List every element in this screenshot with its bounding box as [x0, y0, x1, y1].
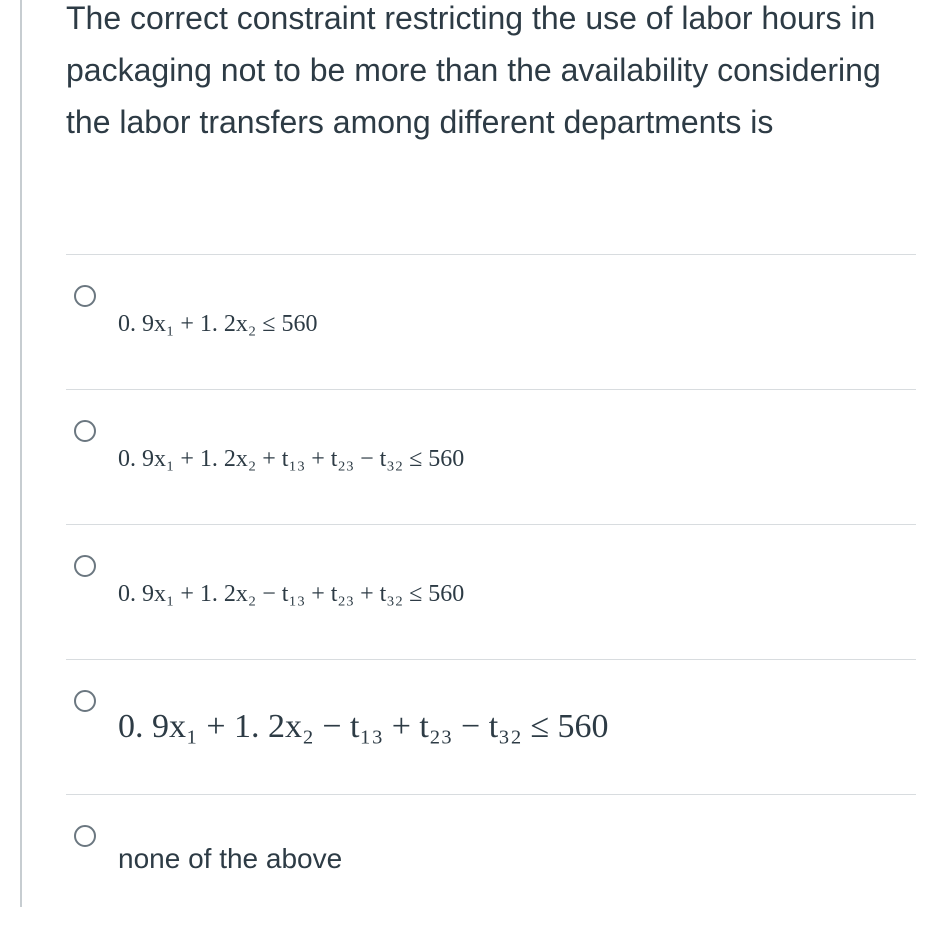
answer-option-4[interactable] — [66, 659, 916, 794]
radio-button-icon[interactable] — [74, 420, 96, 442]
radio-button-icon[interactable] — [74, 555, 96, 577]
answer-option-3[interactable] — [66, 524, 916, 659]
left-border-rule — [20, 0, 22, 907]
question-text: The correct constraint restricting the use of labor hours in packaging not to be more than the availability considering the labor transfers among different departments is — [66, 0, 881, 140]
radio-button-icon[interactable] — [74, 690, 96, 712]
radio-button-icon[interactable] — [74, 285, 96, 307]
answer-option-5[interactable] — [66, 794, 916, 929]
answer-label: none of the above — [118, 843, 343, 874]
answer-option-2[interactable] — [66, 389, 916, 524]
radio-button-icon[interactable] — [74, 825, 96, 847]
answer-list — [66, 254, 916, 929]
answer-label: 0. 9x₁ + 1. 2x₂ ≤ 560 — [118, 311, 318, 337]
answer-label: 0. 9x₁ + 1. 2x₂ − t₁₃ + t₂₃ − t₃₂ ≤ 560 — [118, 708, 609, 745]
answer-label: 0. 9x₁ + 1. 2x₂ − t₁₃ + t₂₃ + t₃₂ ≤ 560 — [118, 581, 465, 607]
answer-option-1[interactable] — [66, 254, 916, 389]
answer-label: 0. 9x₁ + 1. 2x₂ + t₁₃ + t₂₃ − t₃₂ ≤ 560 — [118, 446, 465, 472]
